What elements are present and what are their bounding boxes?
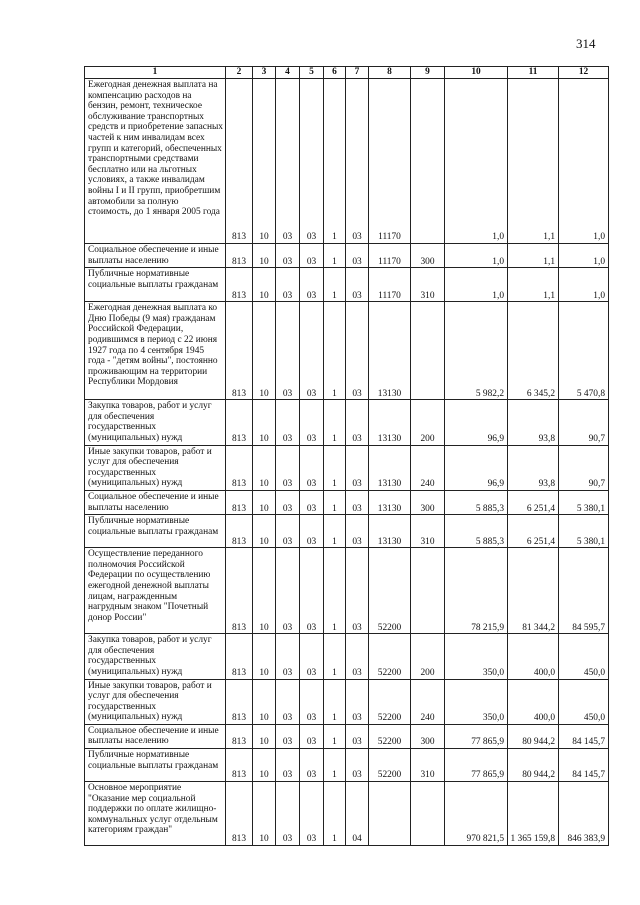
row-cell-9 bbox=[411, 302, 445, 400]
row-cell-3: 10 bbox=[253, 782, 276, 846]
row-cell-9: 240 bbox=[411, 445, 445, 490]
row-cell-7: 03 bbox=[346, 79, 369, 244]
row-cell-6: 1 bbox=[324, 79, 346, 244]
row-description: Осуществление переданного полномочия Российской Федерации по осуществлению ежегодной денежной выплаты лицам, награжденным нагрудным знаком "Почетный донор России" bbox=[85, 548, 226, 634]
row-cell-9 bbox=[411, 548, 445, 634]
column-header: 5 bbox=[300, 67, 324, 79]
row-cell-11: 80 944,2 bbox=[508, 724, 559, 748]
row-cell-8: 13130 bbox=[369, 490, 411, 514]
row-description: Публичные нормативные социальные выплаты гражданам bbox=[85, 515, 226, 548]
row-cell-4: 03 bbox=[276, 749, 300, 782]
row-cell-6: 1 bbox=[324, 400, 346, 445]
table-row bbox=[85, 302, 609, 400]
row-cell-5: 03 bbox=[300, 679, 324, 724]
row-cell-10: 5 982,2 bbox=[445, 302, 508, 400]
row-cell-11: 93,8 bbox=[508, 400, 559, 445]
row-cell-6: 1 bbox=[324, 679, 346, 724]
column-header: 1 bbox=[85, 67, 226, 79]
row-description: Закупка товаров, работ и услуг для обеспечения государственных (муниципальных) нужд bbox=[85, 400, 226, 445]
table-row bbox=[85, 548, 609, 634]
row-cell-9 bbox=[411, 79, 445, 244]
row-cell-8: 52200 bbox=[369, 724, 411, 748]
row-cell-11: 1,1 bbox=[508, 268, 559, 302]
row-cell-4: 03 bbox=[276, 268, 300, 302]
budget-table bbox=[84, 66, 609, 846]
row-cell-2: 813 bbox=[226, 749, 253, 782]
row-cell-2: 813 bbox=[226, 634, 253, 679]
row-cell-5: 03 bbox=[300, 749, 324, 782]
row-cell-5: 03 bbox=[300, 548, 324, 634]
row-cell-10: 78 215,9 bbox=[445, 548, 508, 634]
row-cell-6: 1 bbox=[324, 302, 346, 400]
row-cell-3: 10 bbox=[253, 679, 276, 724]
row-cell-6: 1 bbox=[324, 515, 346, 548]
row-cell-8: 11170 bbox=[369, 244, 411, 268]
row-cell-3: 10 bbox=[253, 548, 276, 634]
row-cell-10: 5 885,3 bbox=[445, 515, 508, 548]
row-cell-5: 03 bbox=[300, 782, 324, 846]
row-cell-2: 813 bbox=[226, 724, 253, 748]
row-cell-4: 03 bbox=[276, 679, 300, 724]
row-cell-7: 04 bbox=[346, 782, 369, 846]
column-header: 8 bbox=[369, 67, 411, 79]
row-cell-5: 03 bbox=[300, 302, 324, 400]
row-cell-8: 11170 bbox=[369, 79, 411, 244]
row-cell-7: 03 bbox=[346, 268, 369, 302]
row-cell-6: 1 bbox=[324, 244, 346, 268]
row-cell-6: 1 bbox=[324, 445, 346, 490]
row-cell-9: 240 bbox=[411, 679, 445, 724]
row-cell-3: 10 bbox=[253, 302, 276, 400]
table-row bbox=[85, 79, 609, 244]
table-row bbox=[85, 749, 609, 782]
row-cell-4: 03 bbox=[276, 548, 300, 634]
row-description: Публичные нормативные социальные выплаты гражданам bbox=[85, 268, 226, 302]
table-row bbox=[85, 445, 609, 490]
row-cell-10: 970 821,5 bbox=[445, 782, 508, 846]
table-row bbox=[85, 782, 609, 846]
row-cell-7: 03 bbox=[346, 749, 369, 782]
row-cell-2: 813 bbox=[226, 79, 253, 244]
row-description: Иные закупки товаров, работ и услуг для обеспечения государственных (муниципальных) нужд bbox=[85, 445, 226, 490]
row-cell-3: 10 bbox=[253, 400, 276, 445]
page-number: 314 bbox=[576, 36, 596, 51]
row-cell-5: 03 bbox=[300, 400, 324, 445]
row-cell-4: 03 bbox=[276, 724, 300, 748]
row-cell-4: 03 bbox=[276, 400, 300, 445]
row-cell-3: 10 bbox=[253, 445, 276, 490]
row-cell-6: 1 bbox=[324, 268, 346, 302]
row-cell-3: 10 bbox=[253, 724, 276, 748]
row-cell-10: 1,0 bbox=[445, 79, 508, 244]
row-cell-10: 96,9 bbox=[445, 400, 508, 445]
row-cell-8: 13130 bbox=[369, 515, 411, 548]
row-cell-12: 84 595,7 bbox=[559, 548, 609, 634]
row-cell-2: 813 bbox=[226, 302, 253, 400]
row-cell-8: 52200 bbox=[369, 749, 411, 782]
row-cell-12: 450,0 bbox=[559, 679, 609, 724]
row-cell-10: 1,0 bbox=[445, 268, 508, 302]
row-cell-5: 03 bbox=[300, 445, 324, 490]
row-cell-2: 813 bbox=[226, 490, 253, 514]
row-cell-5: 03 bbox=[300, 634, 324, 679]
row-cell-3: 10 bbox=[253, 79, 276, 244]
row-description: Иные закупки товаров, работ и услуг для обеспечения государственных (муниципальных) нужд bbox=[85, 679, 226, 724]
column-header: 12 bbox=[559, 67, 609, 79]
row-cell-3: 10 bbox=[253, 244, 276, 268]
row-cell-8: 11170 bbox=[369, 268, 411, 302]
row-cell-5: 03 bbox=[300, 244, 324, 268]
row-cell-7: 03 bbox=[346, 244, 369, 268]
row-cell-7: 03 bbox=[346, 490, 369, 514]
row-description: Основное мероприятие "Оказание мер социальной поддержки по оплате жилищно-коммунальных услуг отдельным категориям граждан" bbox=[85, 782, 226, 846]
table-row bbox=[85, 400, 609, 445]
row-cell-7: 03 bbox=[346, 548, 369, 634]
row-cell-9: 200 bbox=[411, 400, 445, 445]
row-description: Публичные нормативные социальные выплаты гражданам bbox=[85, 749, 226, 782]
table-row bbox=[85, 268, 609, 302]
table-row bbox=[85, 679, 609, 724]
row-cell-4: 03 bbox=[276, 79, 300, 244]
row-description: Ежегодная денежная выплата на компенсацию расходов на бензин, ремонт, техническое обслуживание транспортных средств и приобретение запасных частей к ним инвалидам всех групп и категорий, обеспеченных транспортными средствами бесплатно или на льготных условиях, а также инвалидам войны I и II групп, приобретшим автомобили за полную стоимость, до 1 января 2005 года bbox=[85, 79, 226, 244]
row-cell-9: 310 bbox=[411, 749, 445, 782]
row-cell-3: 10 bbox=[253, 515, 276, 548]
row-cell-2: 813 bbox=[226, 244, 253, 268]
table-row bbox=[85, 244, 609, 268]
row-cell-12: 1,0 bbox=[559, 268, 609, 302]
column-header: 6 bbox=[324, 67, 346, 79]
column-header: 7 bbox=[346, 67, 369, 79]
row-cell-9 bbox=[411, 782, 445, 846]
row-description: Социальное обеспечение и иные выплаты населению bbox=[85, 724, 226, 748]
row-cell-12: 90,7 bbox=[559, 400, 609, 445]
row-cell-11: 80 944,2 bbox=[508, 749, 559, 782]
column-header: 4 bbox=[276, 67, 300, 79]
row-cell-2: 813 bbox=[226, 515, 253, 548]
row-cell-3: 10 bbox=[253, 268, 276, 302]
row-cell-9: 310 bbox=[411, 515, 445, 548]
row-cell-8: 13130 bbox=[369, 302, 411, 400]
row-cell-7: 03 bbox=[346, 634, 369, 679]
row-cell-7: 03 bbox=[346, 400, 369, 445]
row-cell-6: 1 bbox=[324, 548, 346, 634]
row-cell-7: 03 bbox=[346, 302, 369, 400]
column-header: 9 bbox=[411, 67, 445, 79]
row-cell-5: 03 bbox=[300, 79, 324, 244]
column-header: 10 bbox=[445, 67, 508, 79]
row-cell-7: 03 bbox=[346, 679, 369, 724]
row-cell-11: 6 251,4 bbox=[508, 490, 559, 514]
row-cell-12: 450,0 bbox=[559, 634, 609, 679]
row-cell-5: 03 bbox=[300, 724, 324, 748]
row-cell-10: 350,0 bbox=[445, 634, 508, 679]
row-cell-5: 03 bbox=[300, 490, 324, 514]
row-cell-4: 03 bbox=[276, 244, 300, 268]
column-header: 11 bbox=[508, 67, 559, 79]
row-cell-12: 90,7 bbox=[559, 445, 609, 490]
row-cell-6: 1 bbox=[324, 724, 346, 748]
row-cell-9: 300 bbox=[411, 244, 445, 268]
row-description: Ежегодная денежная выплата ко Дню Победы (9 мая) гражданам Российской Федерации, родившимся в период с 22 июня 1927 года по 4 сентября 1945 года - "детям войны", постоянно проживающим на территории Республики Мордовия bbox=[85, 302, 226, 400]
row-cell-4: 03 bbox=[276, 490, 300, 514]
row-cell-10: 350,0 bbox=[445, 679, 508, 724]
row-cell-4: 03 bbox=[276, 515, 300, 548]
row-cell-4: 03 bbox=[276, 302, 300, 400]
row-cell-2: 813 bbox=[226, 445, 253, 490]
row-cell-10: 5 885,3 bbox=[445, 490, 508, 514]
row-cell-11: 81 344,2 bbox=[508, 548, 559, 634]
row-cell-11: 6 345,2 bbox=[508, 302, 559, 400]
table-row bbox=[85, 515, 609, 548]
row-cell-8: 52200 bbox=[369, 679, 411, 724]
row-cell-9: 200 bbox=[411, 634, 445, 679]
row-cell-11: 93,8 bbox=[508, 445, 559, 490]
row-cell-6: 1 bbox=[324, 782, 346, 846]
column-header: 2 bbox=[226, 67, 253, 79]
row-cell-6: 1 bbox=[324, 490, 346, 514]
row-cell-2: 813 bbox=[226, 268, 253, 302]
row-cell-5: 03 bbox=[300, 268, 324, 302]
row-cell-3: 10 bbox=[253, 749, 276, 782]
table-body bbox=[85, 79, 609, 846]
table-row bbox=[85, 634, 609, 679]
row-cell-11: 400,0 bbox=[508, 679, 559, 724]
row-cell-2: 813 bbox=[226, 679, 253, 724]
row-cell-4: 03 bbox=[276, 634, 300, 679]
row-cell-8 bbox=[369, 782, 411, 846]
row-cell-10: 96,9 bbox=[445, 445, 508, 490]
row-cell-12: 1,0 bbox=[559, 79, 609, 244]
row-cell-10: 77 865,9 bbox=[445, 749, 508, 782]
row-cell-8: 13130 bbox=[369, 445, 411, 490]
row-cell-7: 03 bbox=[346, 515, 369, 548]
row-cell-7: 03 bbox=[346, 724, 369, 748]
column-header: 3 bbox=[253, 67, 276, 79]
table-header-row bbox=[85, 67, 609, 79]
row-cell-12: 84 145,7 bbox=[559, 749, 609, 782]
row-description: Закупка товаров, работ и услуг для обеспечения государственных (муниципальных) нужд bbox=[85, 634, 226, 679]
row-cell-8: 13130 bbox=[369, 400, 411, 445]
row-cell-2: 813 bbox=[226, 782, 253, 846]
table-row bbox=[85, 490, 609, 514]
row-cell-2: 813 bbox=[226, 400, 253, 445]
row-cell-9: 300 bbox=[411, 490, 445, 514]
row-cell-12: 84 145,7 bbox=[559, 724, 609, 748]
row-cell-9: 300 bbox=[411, 724, 445, 748]
row-cell-3: 10 bbox=[253, 634, 276, 679]
table-row bbox=[85, 724, 609, 748]
row-cell-7: 03 bbox=[346, 445, 369, 490]
row-cell-12: 5 470,8 bbox=[559, 302, 609, 400]
row-cell-6: 1 bbox=[324, 749, 346, 782]
row-cell-11: 6 251,4 bbox=[508, 515, 559, 548]
row-cell-10: 77 865,9 bbox=[445, 724, 508, 748]
row-description: Социальное обеспечение и иные выплаты населению bbox=[85, 244, 226, 268]
row-cell-11: 1,1 bbox=[508, 244, 559, 268]
row-cell-12: 5 380,1 bbox=[559, 515, 609, 548]
row-cell-12: 5 380,1 bbox=[559, 490, 609, 514]
row-cell-5: 03 bbox=[300, 515, 324, 548]
row-cell-10: 1,0 bbox=[445, 244, 508, 268]
row-cell-3: 10 bbox=[253, 490, 276, 514]
row-cell-8: 52200 bbox=[369, 634, 411, 679]
row-cell-6: 1 bbox=[324, 634, 346, 679]
row-cell-8: 52200 bbox=[369, 548, 411, 634]
row-cell-4: 03 bbox=[276, 782, 300, 846]
row-cell-9: 310 bbox=[411, 268, 445, 302]
row-cell-11: 1,1 bbox=[508, 79, 559, 244]
row-cell-12: 1,0 bbox=[559, 244, 609, 268]
row-description: Социальное обеспечение и иные выплаты населению bbox=[85, 490, 226, 514]
row-cell-12: 846 383,9 bbox=[559, 782, 609, 846]
row-cell-2: 813 bbox=[226, 548, 253, 634]
row-cell-4: 03 bbox=[276, 445, 300, 490]
row-cell-11: 1 365 159,8 bbox=[508, 782, 559, 846]
row-cell-11: 400,0 bbox=[508, 634, 559, 679]
